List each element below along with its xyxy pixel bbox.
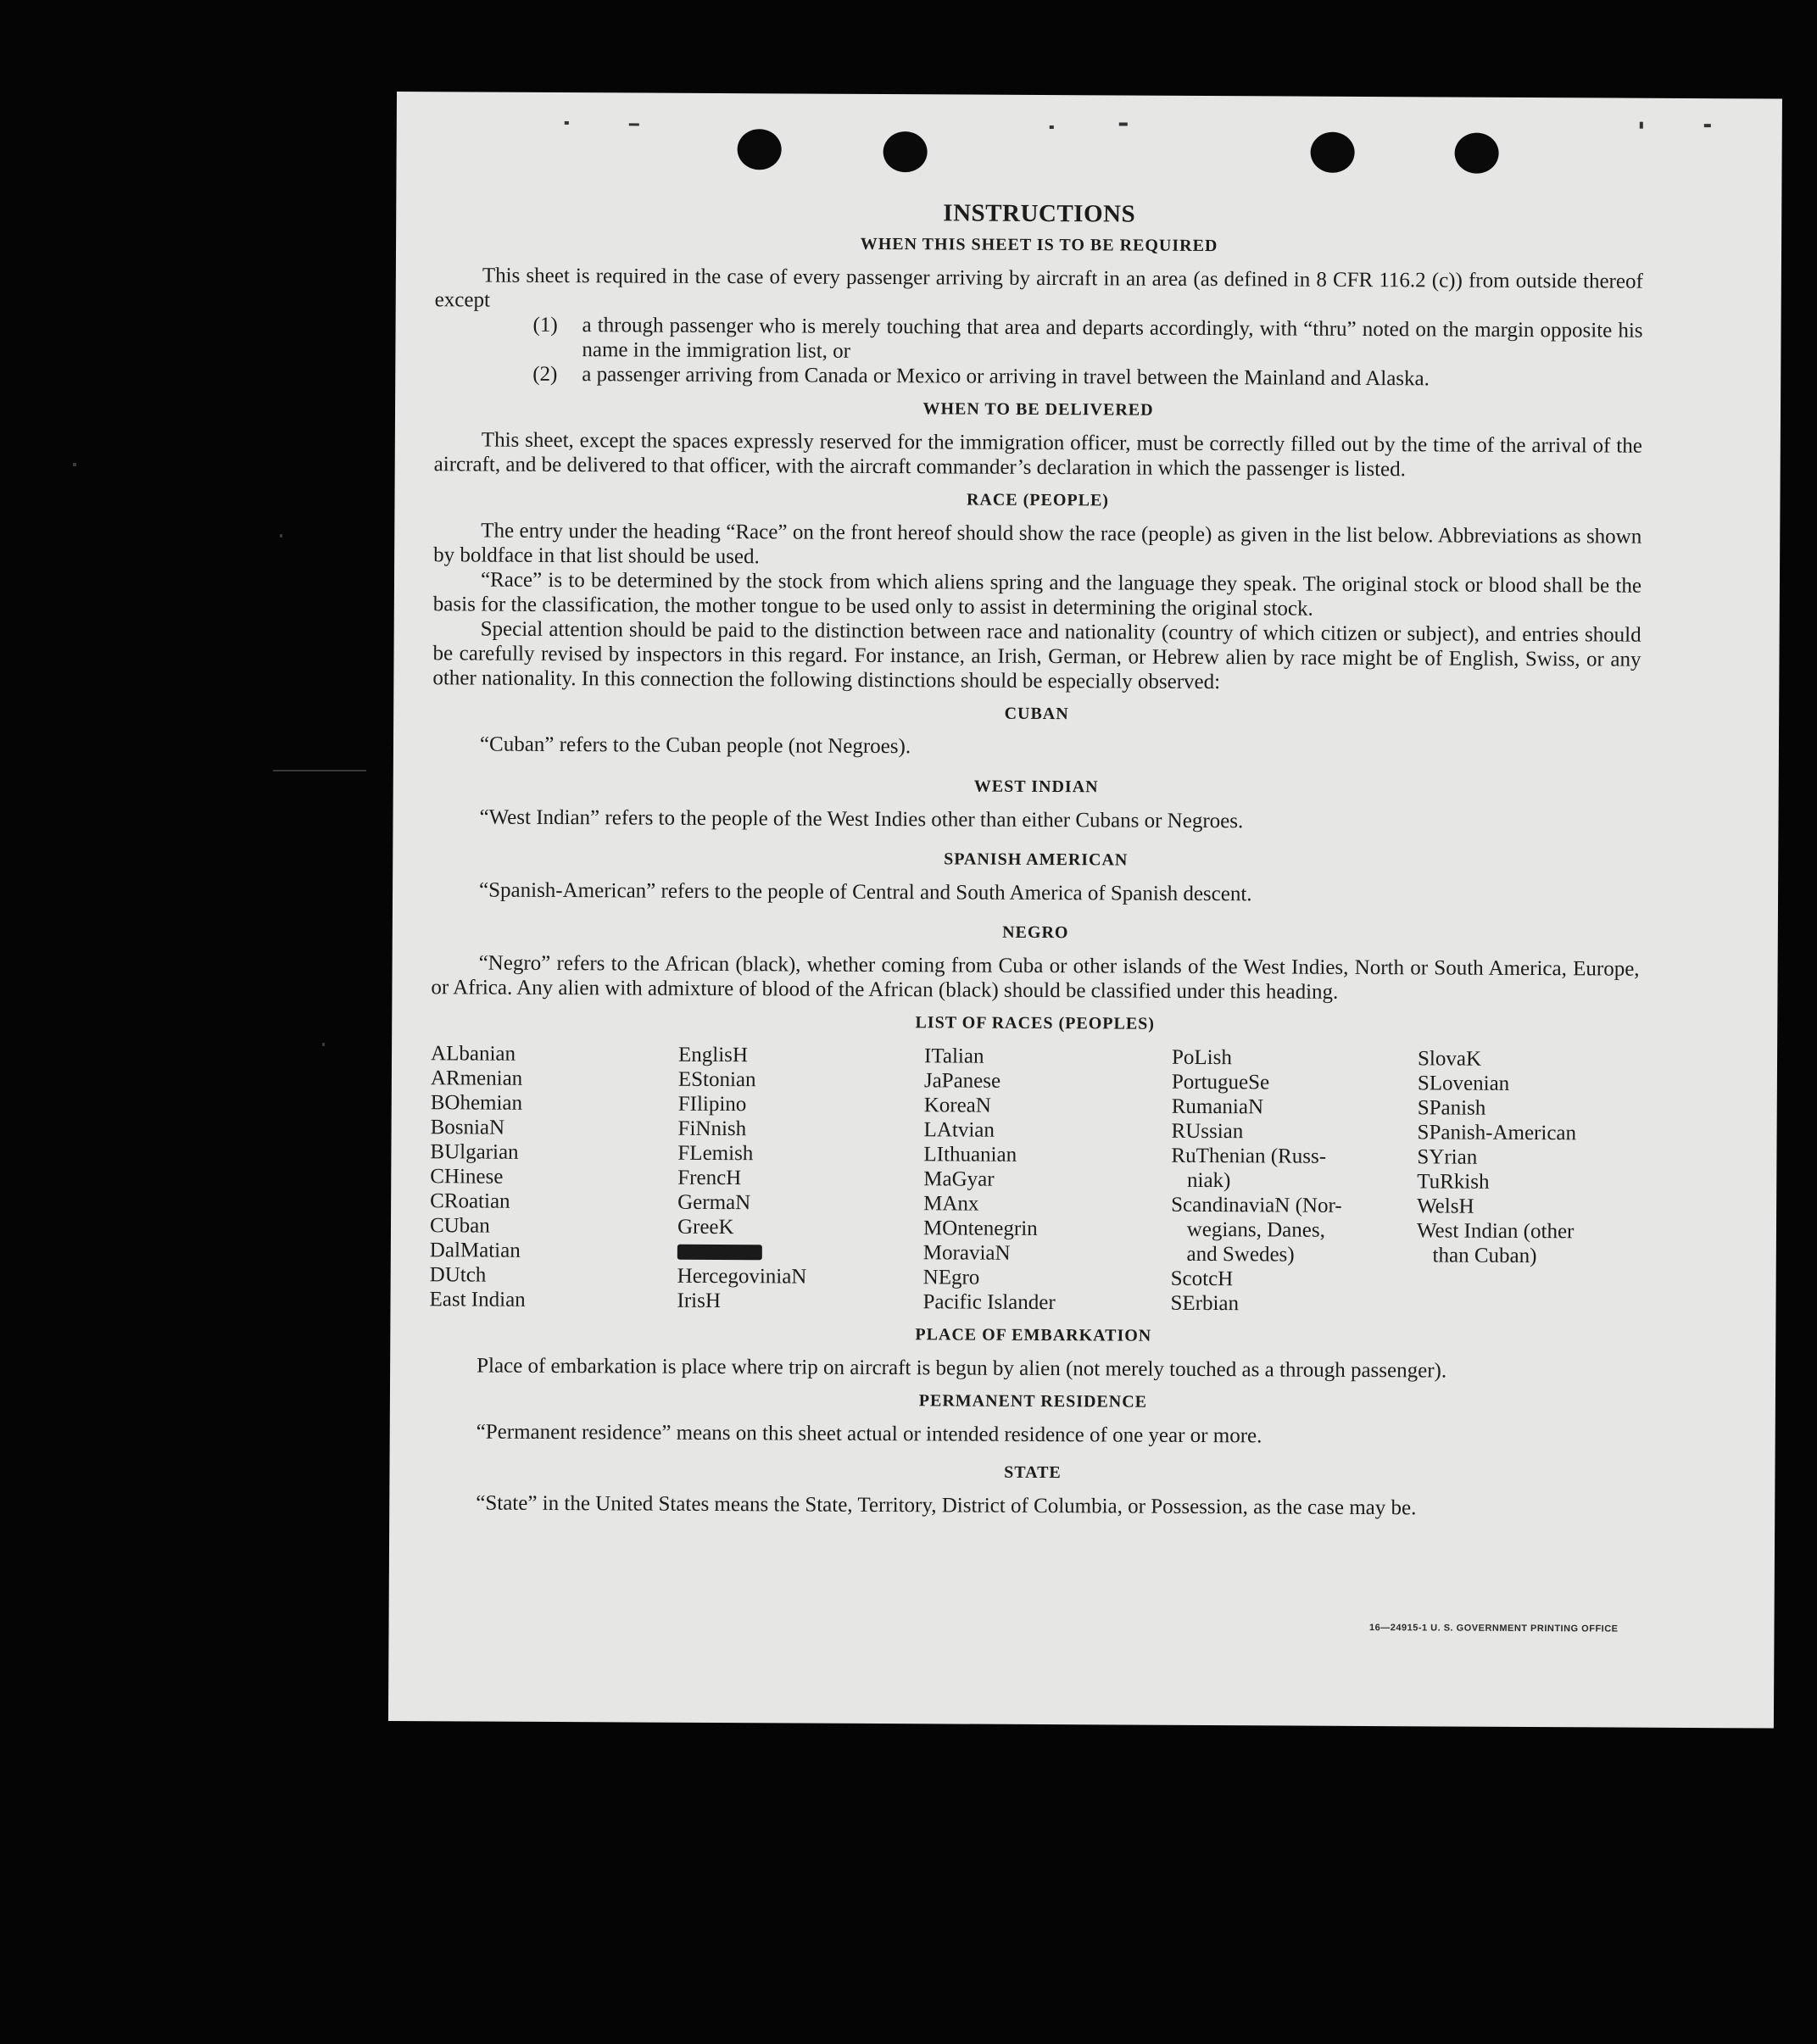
residence-heading: PERMANENT RESIDENCE xyxy=(918,1391,1148,1412)
race-entry: TuRkish xyxy=(1417,1170,1490,1194)
race-entry: SPanish xyxy=(1417,1096,1486,1120)
race-paragraph: “Race” is to be determined by the stock from which aliens spring and the language they speak. The original stock or blood shall be the basis for the classification, the mother tongue to be used only to assist in determining the original stock. xyxy=(432,568,1642,621)
race-entry: ALbanian xyxy=(430,1042,516,1066)
state-text: “State” in the United States means the State, Territory, District of Columbia, or Possession, as the case may be. xyxy=(476,1491,1417,1520)
race-entry: CHinese xyxy=(430,1165,504,1189)
scan-speck xyxy=(1119,122,1128,125)
race-entry: LIthuanian xyxy=(923,1143,1017,1167)
race-entry: WelsH xyxy=(1417,1195,1474,1218)
race-entry: RuThenian (Russ- xyxy=(1171,1144,1327,1168)
instructions-content xyxy=(428,198,1643,1521)
race-entry: SlovaK xyxy=(1417,1047,1482,1071)
race-entry: BUlgarian xyxy=(430,1140,519,1164)
west-indian-text: “West Indian” refers to the people of the West Indies other than either Cubans or Negroes. xyxy=(479,805,1244,833)
race-entry: LAtvian xyxy=(923,1118,995,1142)
race-entry: SErbian xyxy=(1170,1291,1240,1316)
race-entry: SYrian xyxy=(1417,1145,1478,1169)
cuban-text: “Cuban” refers to the Cuban people (not Negroes). xyxy=(479,732,911,759)
race-entry: CUban xyxy=(429,1214,490,1238)
scan-speck xyxy=(565,121,569,125)
race-entry: FiNnish xyxy=(677,1117,747,1141)
scan-speck xyxy=(629,123,639,125)
race-entry: FLemish xyxy=(677,1141,754,1166)
race-entry: JaPanese xyxy=(923,1069,1001,1093)
embarkation-heading: PLACE OF EMBARKATION xyxy=(915,1325,1152,1345)
race-entry: wegians, Danes, xyxy=(1170,1217,1325,1242)
race-entry: MoraviaN xyxy=(922,1241,1011,1265)
race-entry: IrisH xyxy=(677,1289,721,1313)
race-entry: ScandinaviaN (Nor- xyxy=(1171,1193,1342,1217)
race-entry: and Swedes) xyxy=(1170,1242,1295,1267)
exception-number: (2) xyxy=(532,362,558,386)
race-paragraph: The entry under the heading “Race” on the front hereof should show the race (people) as given in the list below. Abbreviations as shown by boldface in that list should be used. xyxy=(433,519,1642,569)
race-entry: Pacific Islander xyxy=(922,1290,1056,1315)
scan-speck xyxy=(1050,125,1054,129)
exception-number: (1) xyxy=(532,313,558,337)
races-column xyxy=(1416,1046,1638,1317)
race-paragraph: Special attention should be paid to the distinction between race and nationality (country of which citizen or subject), and entries should be carefully revised by inspectors in this regard. For instance, an Irish, German, or Hebrew alien by race might be of English, Swiss, or any other nationality. In this connection the following distinctions should be especially observed: xyxy=(432,617,1641,694)
race-entry: GreeK xyxy=(677,1215,734,1239)
exception-text: a through passenger who is merely touching that area and departs accordingly, with “thru” noted on the margin opposite his name in the immigration list, or xyxy=(582,314,1643,363)
race-entry: SLovenian xyxy=(1417,1072,1510,1095)
race-entry: FrencH xyxy=(677,1166,742,1190)
punch-hole xyxy=(1311,132,1355,173)
race-entry: niak) xyxy=(1171,1168,1231,1193)
spanish-american-text: “Spanish-American” refers to the people of Central and South America of Spanish descent. xyxy=(478,878,1252,906)
page-title: INSTRUCTIONS xyxy=(943,199,1136,228)
races-column xyxy=(1170,1045,1418,1317)
cuban-heading: CUBAN xyxy=(1004,704,1069,724)
list-of-races-heading: LIST OF RACES (PEOPLES) xyxy=(915,1013,1156,1033)
printer-imprint: 16—24915-1 U. S. GOVERNMENT PRINTING OFFICE xyxy=(1368,1623,1619,1635)
exception-item xyxy=(532,362,1642,393)
scan-artifact xyxy=(280,534,282,537)
scan-speck xyxy=(1640,122,1643,129)
race-entry: MAnx xyxy=(923,1192,979,1216)
race-entry: East Indian xyxy=(429,1288,526,1312)
race-entry: than Cuban) xyxy=(1416,1244,1537,1268)
when-delivered-heading: WHEN TO BE DELIVERED xyxy=(922,399,1154,420)
race-entry: PoLish xyxy=(1171,1045,1232,1070)
state-heading: STATE xyxy=(1004,1462,1062,1483)
exception-item xyxy=(532,313,1642,368)
negro-heading: NEGRO xyxy=(1002,922,1069,943)
race-entry: ScotcH xyxy=(1170,1267,1234,1291)
redacted-entry xyxy=(677,1239,923,1266)
race-entry: CRoatian xyxy=(430,1189,510,1213)
race-entry: BosniaN xyxy=(430,1116,505,1139)
race-entry: RUssian xyxy=(1171,1119,1244,1144)
punch-hole xyxy=(738,129,782,170)
punch-hole xyxy=(1455,133,1499,174)
redaction-mark xyxy=(677,1245,762,1261)
race-entry: ITalian xyxy=(923,1044,984,1068)
race-entry: PortugueSe xyxy=(1171,1070,1270,1094)
when-required-heading: WHEN THIS SHEET IS TO BE REQUIRED xyxy=(860,234,1218,256)
race-entry: HercegoviniaN xyxy=(677,1264,807,1289)
negro-text: “Negro” refers to the African (black), whether coming from Cuba or other islands of the West Indies, North or South America, Europe, or Africa. Any alien with admixture of blood of the African (black) should be classified under this heading. xyxy=(431,951,1640,1004)
punch-hole xyxy=(883,131,928,172)
residence-text: “Permanent residence” means on this sheet actual or intended residence of one year or more. xyxy=(476,1420,1262,1448)
race-entry: MaGyar xyxy=(923,1167,995,1191)
races-column xyxy=(677,1043,924,1315)
race-entry: MOntenegrin xyxy=(922,1217,1038,1240)
when-required-intro: This sheet is required in the case of every passenger arriving by aircraft in an area (as defined in 8 CFR 116.2 (c)) from outside thereof except xyxy=(434,264,1643,312)
instruction-sheet xyxy=(388,92,1782,1729)
race-entry: DalMatian xyxy=(429,1239,521,1262)
race-entry: West Indian (other xyxy=(1416,1219,1575,1244)
race-entry: SPanish-American xyxy=(1417,1121,1577,1145)
race-heading: RACE (PEOPLE) xyxy=(966,490,1110,510)
embarkation-text: Place of embarkation is place where trip on aircraft is begun by alien (not merely touched as a through passenger). xyxy=(477,1354,1447,1383)
exception-text: a passenger arriving from Canada or Mexico or arriving in travel between the Mainland and Alaska. xyxy=(582,363,1430,391)
races-list xyxy=(429,1041,1639,1317)
race-entry: EnglisH xyxy=(677,1043,749,1067)
race-entry: GermaN xyxy=(677,1190,751,1215)
races-column xyxy=(429,1041,678,1313)
race-entry: ARmenian xyxy=(430,1067,523,1090)
scan-speck xyxy=(1704,124,1711,127)
scan-artifact xyxy=(73,463,76,466)
scan-artifact xyxy=(322,1043,325,1046)
race-entry: KoreaN xyxy=(923,1094,991,1117)
race-entry: NEgro xyxy=(922,1266,980,1289)
scan-artifact xyxy=(273,770,366,771)
spanish-american-heading: SPANISH AMERICAN xyxy=(944,849,1129,870)
west-indian-heading: WEST INDIAN xyxy=(973,777,1099,797)
race-entry: DUtch xyxy=(429,1263,487,1287)
race-entry: RumaniaN xyxy=(1171,1094,1264,1119)
race-entry: EStonian xyxy=(677,1067,756,1092)
race-entry: FIlipino xyxy=(677,1092,747,1117)
races-column xyxy=(922,1044,1172,1316)
when-delivered-text: This sheet, except the spaces expressly reserved for the immigration officer, must be correctly filled out by the time of the arrival of the aircraft, and be delivered to that officer, with the aircraft commander’s declaration in which the passenger is listed. xyxy=(433,428,1642,482)
race-entry: BOhemian xyxy=(430,1091,523,1115)
